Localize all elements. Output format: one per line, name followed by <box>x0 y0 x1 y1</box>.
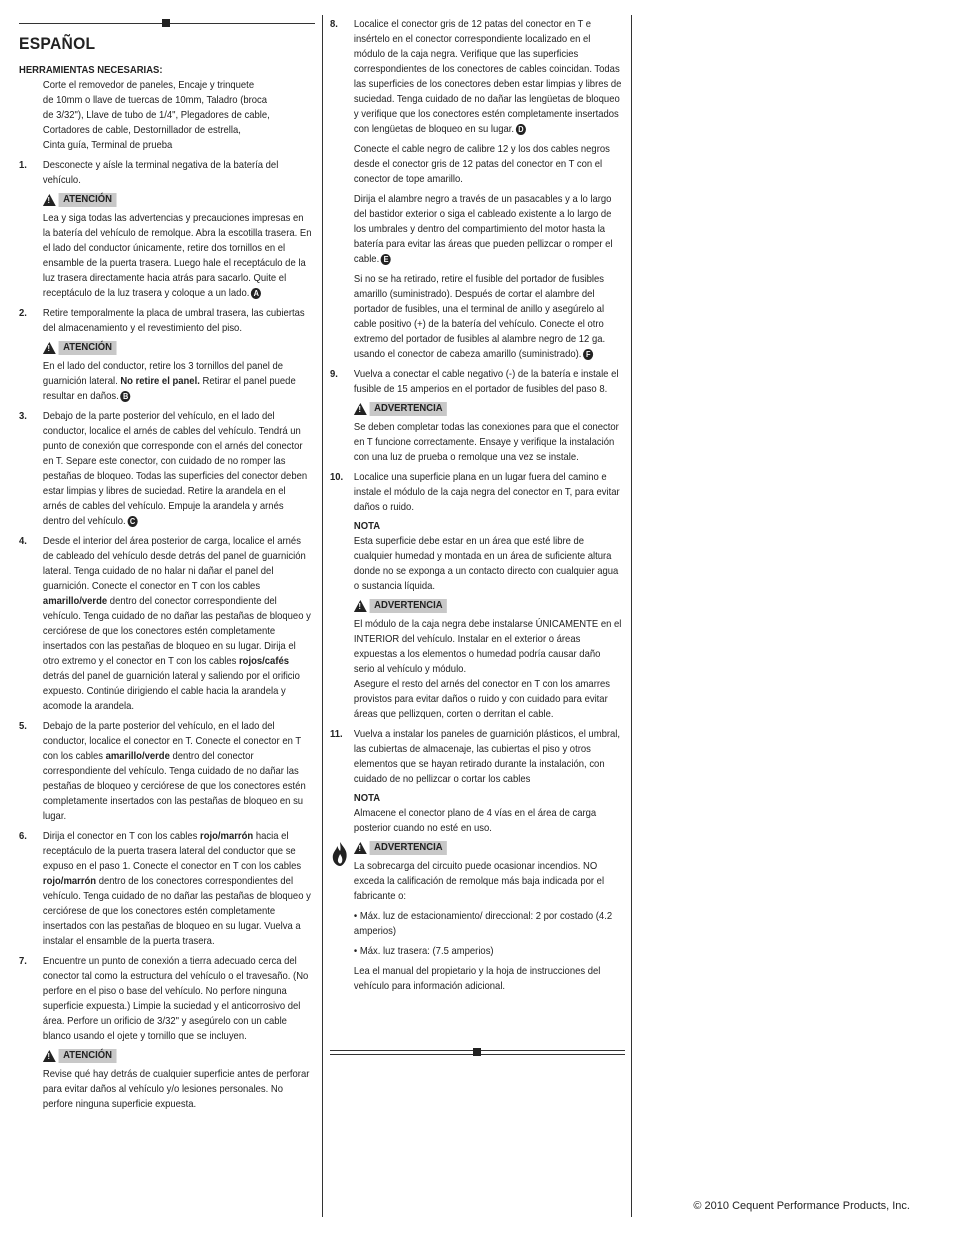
warning-text: El módulo de la caja negra debe instalarse ÚNICAMENTE en el INTERIOR del vehículo. Instalar en el exterior o áreas expuestas a los elementos o humedad podría causar daño serio al vehículo y módulo. <box>353 619 622 675</box>
step-8 <box>330 17 623 362</box>
tools-line: Corte el removedor de paneles, Encaje y trinquete <box>42 80 255 91</box>
wire-color: rojo/marrón <box>42 876 97 887</box>
warning-triangle-icon <box>354 842 367 854</box>
warning-label: ADVERTENCIA <box>370 841 448 855</box>
figure-ref-f: F <box>583 349 593 360</box>
caution-text: Revise qué hay detrás de cualquier superficie antes de perforar para evitar daños al vehículo y/o lesiones personales. No perfore ninguna superficie expuesta. <box>42 1069 310 1110</box>
column-divider-left <box>322 15 323 1217</box>
step-text: Localice una superficie plana en un lugar fuera del camino e instale el módulo de la caja negra del conector en T, para evitar daños o ruido. <box>353 472 620 513</box>
wire-color: amarillo/verde <box>105 751 170 762</box>
step-number: 3. <box>19 411 27 422</box>
warning-text: La sobrecarga del circuito puede ocasionar incendios. NO exceda la calificación de remolque más baja indicada por el fabricante o: <box>353 861 605 902</box>
rule-marker <box>162 19 170 27</box>
note-text: Esta superficie debe estar en un área que esté libre de cualquier humedad y montada en un área de suficiente altura donde no se exponga a un contacto directo con cualquier agua o sustancia líquida. <box>353 536 619 592</box>
step-text: dentro del conector correspondiente del vehículo. Tenga cuidado de no dañar las pestañas de bloqueo y cerciórese de que los conectores estén completamente insertados con las pestañas de bloqueo en su lugar. Dirija el otro extremo y el conector en T con los cables <box>42 596 311 667</box>
step-number: 8. <box>330 19 338 30</box>
warning-label: ADVERTENCIA <box>370 402 448 416</box>
figure-ref-d: D <box>516 124 526 135</box>
step-text: Debajo de la parte posterior del vehículo, en el lado del conductor, localice el conector en T. Conecte el conector en T con los cables <box>42 721 301 762</box>
step-text: Localice el conector gris de 12 patas del conector en T e insértelo en el conector correspondiente localizado en el módulo de la caja negra. Verifique que las superficies correspondientes de los conectores de cables coincidan. Todas las superficies de los conectores deben estar limpias y libres de suciedad. Tenga cuidado de no dañar las lengüetas de bloqueo y verifique que los conectores estén completamente insertados con lengüetas de bloqueo en su lugar. <box>353 19 622 135</box>
step-7 <box>19 954 312 1112</box>
caution-text: Retirar el panel puede resultar en daños. <box>42 376 296 402</box>
figure-ref-e: E <box>381 254 391 265</box>
end-rule-marker <box>473 1048 481 1056</box>
fire-hazard-icon <box>330 841 350 867</box>
warning-triangle-icon <box>43 1050 56 1062</box>
step-number: 7. <box>19 956 27 967</box>
tools-heading: HERRAMIENTAS NECESARIAS: <box>19 65 163 76</box>
figure-ref-b: B <box>121 391 131 402</box>
step-11 <box>330 727 623 994</box>
step-text: Vuelva a conectar el cable negativo (-) de la batería e instale el fusible de 15 amperios en el portador de fusibles del paso 8. <box>353 369 619 395</box>
step-3 <box>19 409 312 529</box>
tools-line: Cortadores de cable, Destornillador de estrella, <box>42 125 241 136</box>
step-text: Desconecte y aísle la terminal negativa de la batería del vehículo. <box>42 160 279 186</box>
tools-list <box>43 78 312 153</box>
warning-triangle-icon <box>43 194 56 206</box>
step-number: 5. <box>19 721 27 732</box>
column-divider-right <box>631 15 632 1217</box>
column-left <box>19 33 315 1112</box>
warning-label: ADVERTENCIA <box>370 599 448 613</box>
step-1 <box>19 158 312 301</box>
step-number: 9. <box>330 369 338 380</box>
step-text: Conecte el cable negro de calibre 12 y los dos cables negros desde el conector gris de 12 patas del conector en T con el conector de tope amarillo. <box>353 144 610 185</box>
warning-triangle-icon <box>354 403 367 415</box>
step-5 <box>19 719 312 824</box>
step-text: Desde el interior del área posterior de carga, localice el arnés de cableado del vehículo desde detrás del panel de guarnición lateral. Tenga cuidado de no halar ni dañar el panel del guarnición. Conecte el conector en T con los cables <box>42 536 306 592</box>
tools-line: de 10mm o llave de tuercas de 10mm, Taladro (broca <box>42 95 268 106</box>
warning-block <box>354 599 623 677</box>
caution-block <box>43 1049 312 1112</box>
column-right <box>330 17 626 994</box>
step-text: Encuentre un punto de conexión a tierra adecuado cerca del conector tal como la estructura del vehículo o el travesaño. (No perfore en el piso o base del vehículo. No perfore ninguna superficie expuesta.) Limpie la suciedad y el anticorrosivo del área. Perfore un orificio de 3/32" y asegúrelo con un cable blanco usando el ojete y tornillo que se incluyen. <box>42 956 309 1042</box>
note-label: NOTA <box>353 793 381 804</box>
tools-line: de 3/32"), Llave de tubo de 1/4", Plegadores de cable, <box>42 110 270 121</box>
step-text: detrás del panel de guarnición lateral y saliendo por el orificio expuesto. Continúe dirigiendo el cable hacia la arandela y acomode la arandela. <box>42 671 300 712</box>
warning-triangle-icon <box>354 600 367 612</box>
copyright-footer: © 2010 Cequent Performance Products, Inc. <box>693 1200 910 1212</box>
fire-warning-block <box>354 841 623 994</box>
note-label: NOTA <box>353 521 381 532</box>
step-text: dentro de los conectores correspondientes del vehículo. Tenga cuidado de no dañar las pestañas de bloqueo y cerciórese de que los conectores estén completamente insertados con las pestañas de bloqueo en su lugar. Vuelva a instalar el ensamble de la puerta trasera. <box>42 876 311 947</box>
language-heading: ESPAÑOL <box>19 34 96 53</box>
step-10 <box>330 470 623 722</box>
wire-color: rojo/marrón <box>200 831 254 842</box>
warning-block <box>354 402 623 465</box>
step-6 <box>19 829 312 949</box>
step-text: Dirija el conector en T con los cables <box>42 831 198 842</box>
caution-label: ATENCIÓN <box>59 193 117 207</box>
caution-text: En el lado del conductor, retire los 3 tornillos del panel de guarnición lateral. <box>42 361 284 387</box>
warning-closing: Lea el manual del propietario y la hoja de instrucciones del vehículo para información adicional. <box>353 966 601 992</box>
warning-bullet: • Máx. luz trasera: (7.5 amperios) <box>353 946 494 957</box>
tools-line: Cinta guía, Terminal de prueba <box>42 140 173 151</box>
step-number: 6. <box>19 831 27 842</box>
step-number: 11. <box>330 729 343 740</box>
step-text: hacia el receptáculo de la puerta trasera lateral del conductor que se expuso en el paso 1. Conecte el conector en T con los cables <box>42 831 302 872</box>
caution-label: ATENCIÓN <box>59 1049 117 1063</box>
step-text: Dirija el alambre negro a través de un pasacables y a lo largo del bastidor exterior o siga el cableado existente a lo largo de los umbrales y dentro del compartimiento del motor hasta la batería para evitar las áreas que pueden pellizcar o romper el cable. <box>353 194 613 265</box>
step-number: 10. <box>330 472 344 483</box>
step-9 <box>330 367 623 465</box>
caution-label: ATENCIÓN <box>59 341 117 355</box>
figure-ref-a: A <box>251 288 261 299</box>
warning-bullet: • Máx. luz de estacionamiento/ direccional: 2 por costado (4.2 amperios) <box>353 911 613 937</box>
wire-color: rojos/cafés <box>238 656 290 667</box>
step-text: Vuelva a instalar los paneles de guarnición plásticos, el umbral, las cubiertas de almacenaje, las cubiertas el piso y otros elementos que se hayan retirado durante la instalación, con cuidado de no pellizcar o cortar los cables <box>353 729 621 785</box>
step-number: 2. <box>19 308 27 319</box>
warning-text: Se deben completar todas las conexiones para que el conector en T funcione correctamente. Ensaye y verifique la instalación con una luz de prueba o remolque una vez se instale. <box>353 422 619 463</box>
step-text: Si no se ha retirado, retire el fusible del portador de fusibles amarillo (suministrado). Después de cortar el alambre del portador de fusibles, una el terminal de anillo y asegúrelo al cable positivo (+) de la batería del vehículo. Conecte el otro extremo del portador de fusibles al alambre negro de 12 ga. usando el conector de cabeza amarillo (suministrado). <box>353 274 606 360</box>
wire-color: amarillo/verde <box>42 596 108 607</box>
step-number: 1. <box>19 160 27 171</box>
caution-block <box>43 341 312 404</box>
note-text: Almacene el conector plano de 4 vías en el área de carga posterior cuando no esté en uso. <box>353 808 597 834</box>
caution-block <box>43 193 312 301</box>
step-text: Debajo de la parte posterior del vehículo, en el lado del conductor, localice el arnés de cables del vehículo. Tendrá un punto de conexión que corresponde con el arnés del conector en T. Separe este conector, con cuidado de no romper las pestañas de bloqueo. Todas las superficies del conector deben estar limpias y libres de suciedad. Retire la arandela en el arnés de cables del vehículo. Empuje la arandela y arnés dentro del vehículo. <box>42 411 308 527</box>
step-2 <box>19 306 312 404</box>
caution-emphasis: No retire el panel. <box>120 376 200 387</box>
step-text: dentro del conector correspondiente del vehículo. Tenga cuidado de no dañar las pestañas de bloqueo y cerciórese de que los conectores estén completamente insertados con las pestañas de bloqueo en su lugar. <box>42 751 306 822</box>
step-text: Asegure el resto del arnés del conector en T con los amarres provistos para evitar daños o ruido y con cuidado para evitar áreas que pellizquen, corten o derritan el cable. <box>353 679 611 720</box>
step-number: 4. <box>19 536 27 547</box>
step-4 <box>19 534 312 714</box>
warning-triangle-icon <box>43 342 56 354</box>
caution-text: Lea y siga todas las advertencias y precauciones impresas en la batería del vehículo de remolque. Abra la escotilla trasera. En el lado del conductor únicamente, retire dos tornillos en el ensamble de la puerta trasera. Luego hale el receptáculo de la luz trasera directamente hacia atrás para sacarlo. Quite el receptáculo de la luz trasera y coloque a un lado. <box>42 213 312 299</box>
figure-ref-c: C <box>127 516 137 527</box>
step-text: Retire temporalmente la placa de umbral trasera, las cubiertas del almacenamiento y el revestimiento del piso. <box>42 308 305 334</box>
